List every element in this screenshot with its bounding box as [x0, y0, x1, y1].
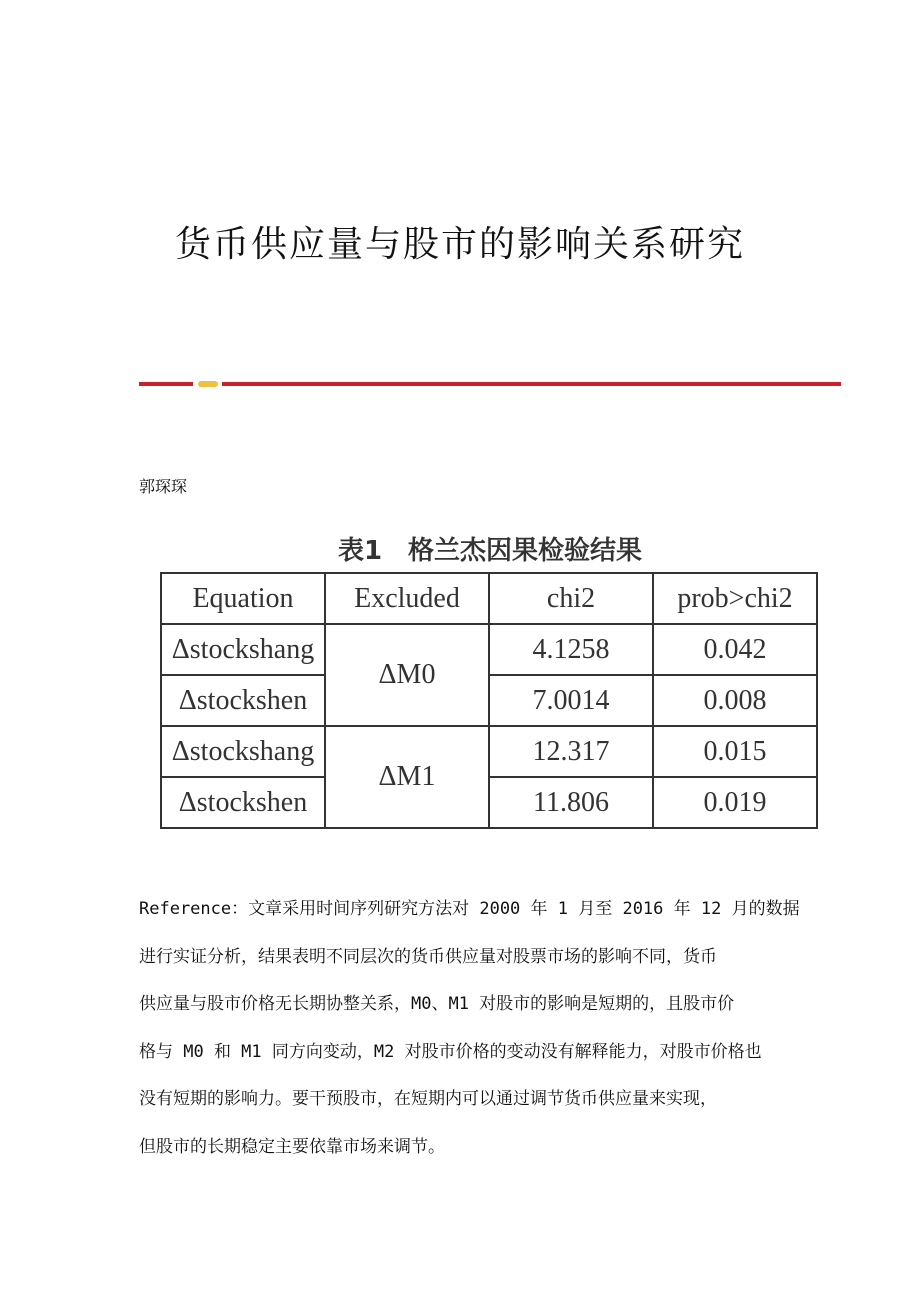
header-cell: Equation — [161, 573, 325, 624]
chi2-cell: 4.1258 — [489, 624, 653, 675]
reference-line: Reference：文章采用时间序列研究方法对 2000 年 1 月至 2016 年 12 月的数据 — [139, 899, 800, 919]
equation-cell: Δstockshang — [161, 726, 325, 777]
excluded-cell: ΔM0 — [325, 624, 489, 726]
prob-cell: 0.042 — [653, 624, 817, 675]
header-cell: Excluded — [325, 573, 489, 624]
table-row — [161, 777, 817, 828]
header-cell: prob>chi2 — [653, 573, 817, 624]
table-header-row — [161, 573, 817, 624]
reference-line: 格与 M0 和 M1 同方向变动，M2 对股市价格的变动没有解释能力，对股市价格也 — [139, 1041, 762, 1062]
reference-line: 没有短期的影响力。要干预股市，在短期内可以通过调节货币供应量来实现， — [139, 1089, 717, 1109]
chi2-cell: 7.0014 — [489, 675, 653, 726]
excluded-cell: ΔM1 — [325, 726, 489, 828]
reference-line: 进行实证分析，结果表明不同层次的货币供应量对股票市场的影响不同，货币 — [139, 946, 717, 967]
header-cell: chi2 — [489, 573, 653, 624]
equation-cell: Δstockshen — [161, 675, 325, 726]
reference-line: 但股市的长期稳定主要依靠市场来调节。 — [139, 1136, 445, 1157]
equation-cell: Δstockshen — [161, 777, 325, 828]
table-row — [161, 624, 817, 675]
chi2-cell: 12.317 — [489, 726, 653, 777]
equation-cell: Δstockshang — [161, 624, 325, 675]
divider-right — [222, 382, 841, 386]
prob-cell: 0.008 — [653, 675, 817, 726]
prob-cell: 0.019 — [653, 777, 817, 828]
divider-ornament — [198, 381, 218, 387]
table-caption: 表1 格兰杰因果检验结果 — [337, 536, 643, 566]
page-title: 货币供应量与股市的影响关系研究 — [174, 224, 745, 265]
divider-left — [139, 382, 193, 386]
author: 郭琛琛 — [139, 477, 188, 496]
granger-table — [160, 572, 818, 829]
reference-line: 供应量与股市价格无长期协整关系，M0、M1 对股市的影响是短期的，且股市价 — [139, 994, 735, 1014]
table-row — [161, 726, 817, 777]
prob-cell: 0.015 — [653, 726, 817, 777]
reference-paragraph — [139, 886, 800, 1171]
chi2-cell: 11.806 — [489, 777, 653, 828]
table-row — [161, 675, 817, 726]
